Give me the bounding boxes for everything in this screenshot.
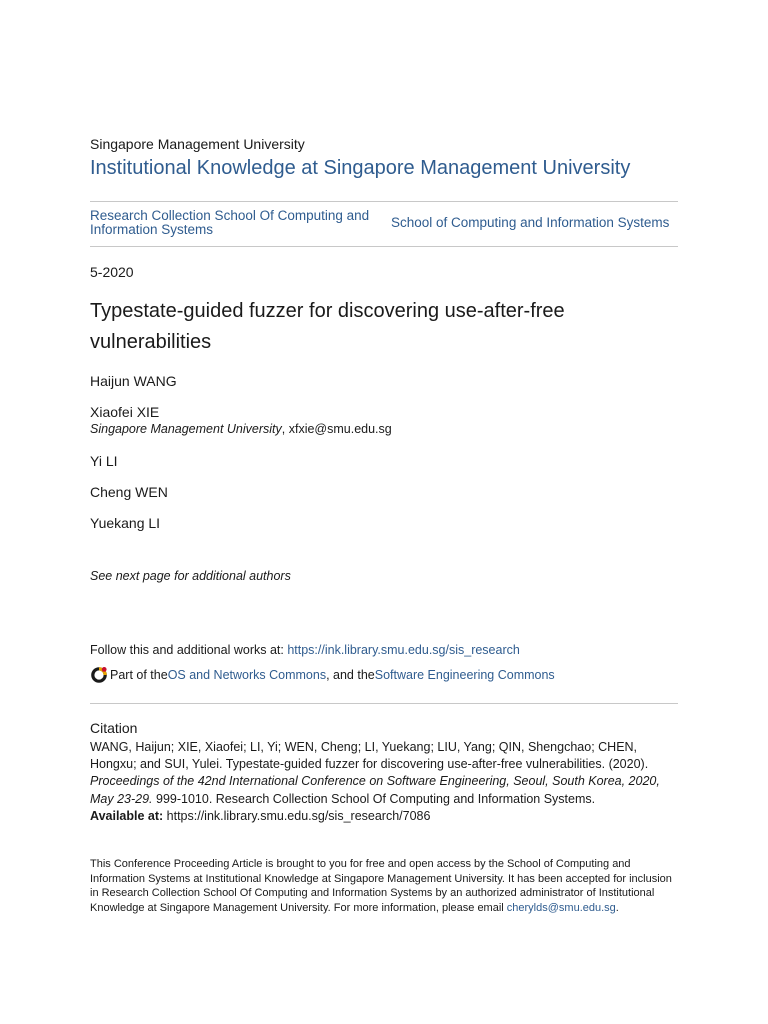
follow-line — [90, 643, 520, 657]
available-label: Available at: — [90, 809, 164, 823]
available-at-line — [90, 809, 430, 823]
part-of-prefix: Part of the — [110, 668, 168, 682]
author-name: Yuekang LI — [90, 515, 161, 531]
collection-link[interactable]: Research Collection School Of Computing and Information Systems — [90, 208, 370, 237]
author-name: Yi LI — [90, 453, 118, 469]
divider-citation — [90, 703, 678, 704]
author-affiliation — [90, 422, 392, 436]
citation-pages: 999-1010. Research Collection School Of Computing and Information Systems. — [152, 791, 596, 806]
citation-heading: Citation — [90, 720, 138, 736]
publication-date: 5-2020 — [90, 264, 134, 280]
author-name: Haijun WANG — [90, 373, 177, 389]
see-next-note: See next page for additional authors — [90, 569, 291, 583]
university-name: Singapore Management University — [90, 136, 305, 152]
author-name: Cheng WEN — [90, 484, 168, 500]
network-icon — [90, 666, 108, 684]
os-networks-commons-link[interactable]: OS and Networks Commons — [167, 668, 327, 682]
affiliation-institution: Singapore Management University — [90, 422, 282, 436]
access-notice-end: . — [615, 901, 619, 914]
access-notice-text: This Conference Proceeding Article is brought to you for free and open access by the School of Computing and Information Systems at Institutional Knowledge at Singapore Management University. It has been accepted for inclusion in Research Collection School Of Computing and Information Systems by an authorized administrator of Institutional Knowledge at Singapore Management University. For more information, please email — [90, 858, 672, 914]
part-of-middle: , and the — [326, 668, 375, 682]
follow-prefix: Follow this and additional works at: — [90, 643, 288, 657]
author-name: Xiaofei XIE — [90, 404, 160, 420]
citation-venue: Proceedings of the 42nd International Conference on Software Engineering, Seoul, South Korea, 2020, May 23-29. — [90, 774, 660, 806]
school-link[interactable]: School of Computing and Information Systems — [391, 215, 670, 230]
contact-email-link[interactable]: cherylds@smu.edu.sg — [506, 901, 616, 914]
available-url: https://ink.library.smu.edu.sg/sis_research/7086 — [163, 809, 431, 823]
citation-authors-title: WANG, Haijun; XIE, Xiaofei; LI, Yi; WEN, Cheng; LI, Yuekang; LIU, Yang; QIN, Shengchao; CHEN, Hongxu; and SUI, Yulei. Typestate-guided fuzzer for discovering use-after-free vulnerabilities. (2020). — [90, 740, 649, 772]
access-notice — [90, 857, 678, 915]
sis-research-link[interactable]: https://ink.library.smu.edu.sg/sis_research — [287, 643, 520, 657]
affiliation-email: , xfxie@smu.edu.sg — [281, 422, 392, 436]
part-of-line — [90, 666, 555, 684]
divider-top — [90, 201, 678, 202]
citation-text — [90, 739, 678, 808]
divider-breadcrumb — [90, 246, 678, 247]
repository-link[interactable]: Institutional Knowledge at Singapore Management University — [90, 157, 631, 179]
software-engineering-commons-link[interactable]: Software Engineering Commons — [374, 668, 555, 682]
paper-title: Typestate-guided fuzzer for discovering use-after-free vulnerabilities — [90, 300, 565, 353]
